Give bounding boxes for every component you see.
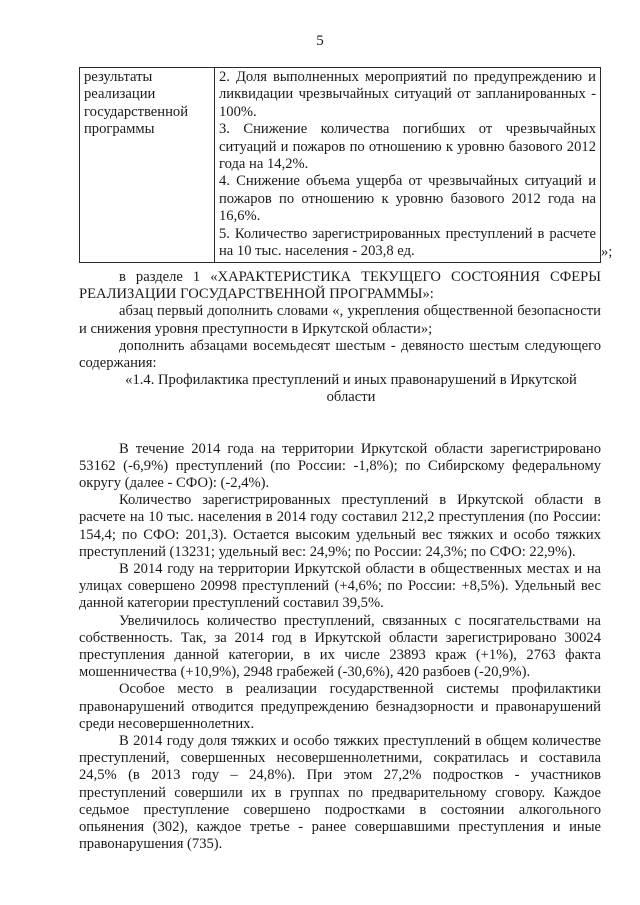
quote-close-mark: »; [601,244,613,260]
amendment-paragraph-add: дополнить абзацами восемьдесят шестым - девяносто шестым следующего содержания: [79,337,601,372]
content-paragraph: В 2014 году доля тяжких и особо тяжких преступлений в общем количестве преступлений, совершенных несовершеннолетними, сократилась и составила 24,5% (в 2013 году – 24,8%). При этом 27,2% подростков - участников преступлений совершили их в группах по предварительному сговору. Каждое седьмое преступление совершено подростками в состоянии алкогольного опьянения (302), каждое третье - ранее совершавшими преступления и иные правонарушения (735). [79,733,601,853]
table-label-cell [80,68,215,263]
table-item-2: 2. Доля выполненных мероприятий по предупреждению и ликвидации чрезвычайных ситуаций от запланированных - 100%. [219,69,596,120]
page-number: 5 [316,33,324,49]
spacer [79,407,601,441]
program-results-table [79,67,601,263]
content-paragraph: Особое место в реализации государственной системы профилактики правонарушений отводится предупреждению безнадзорности и правонарушений среди несовершеннолетних. [79,681,601,732]
table-label: результаты реализации государственной программы [84,69,189,138]
table-item-5: 5. Количество зарегистрированных преступлений в расчете на 10 тыс. населения - 203,8 ед. [219,225,596,260]
amendment-paragraph-first: абзац первый дополнить словами «, укрепления общественной безопасности и снижения уровня преступности в Иркутской области»; [79,303,601,337]
content-paragraph: В 2014 году на территории Иркутской области в общественных местах и на улицах совершено 20998 преступлений (+4,6%; по России: +8,5%). Удельный вес данной категории преступлений составил 39,5%. [79,561,601,612]
section-heading: «1.4. Профилактика преступлений и иных правонарушений в Иркутской области [125,372,577,406]
body-text [79,269,601,854]
table-item-4: 4. Снижение объема ущерба от чрезвычайных ситуаций и пожаров по отношению к уровню базового 2012 года на 16,6%. [219,173,596,225]
amendment-paragraph-section: в разделе 1 «ХАРАКТЕРИСТИКА ТЕКУЩЕГО СОСТОЯНИЯ СФЕРЫ РЕАЛИЗАЦИИ ГОСУДАРСТВЕННОЙ ПРОГРАММЫ»: [79,269,601,303]
content-paragraph: В течение 2014 года на территории Иркутской области зарегистрировано 53162 (-6,9%) преступлений (по России: -1,8%); по Сибирскому федеральному округу (далее - СФО): (-2,4%). [79,440,601,492]
content-paragraph: Увеличилось количество преступлений, связанных с посягательствами на собственность. Так, за 2014 год в Иркутской области зарегистрировано 30024 преступления данной категории, в их числе 23893 краж (+1%), 2763 факта мошенничества (+10,9%), 2948 грабежей (-30,6%), 420 разбоев (-20,9%). [79,612,601,681]
table-row [80,68,601,263]
table-item-3: 3. Снижение количества погибших от чрезвычайных ситуаций и пожаров по отношению к уровню базового 2012 года на 14,2%. [219,121,596,173]
content-paragraph: Количество зарегистрированных преступлений в Иркутской области в расчете на 10 тыс. населения в 2014 году составил 212,2 преступления (по России: 154,4; по СФО: 201,3). Остается высоким удельный вес тяжких и особо тяжких преступлений (13231; удельный вес: 24,9%; по России: 24,3%; по СФО: 22,9%). [79,492,601,560]
table-items-cell [215,68,601,263]
